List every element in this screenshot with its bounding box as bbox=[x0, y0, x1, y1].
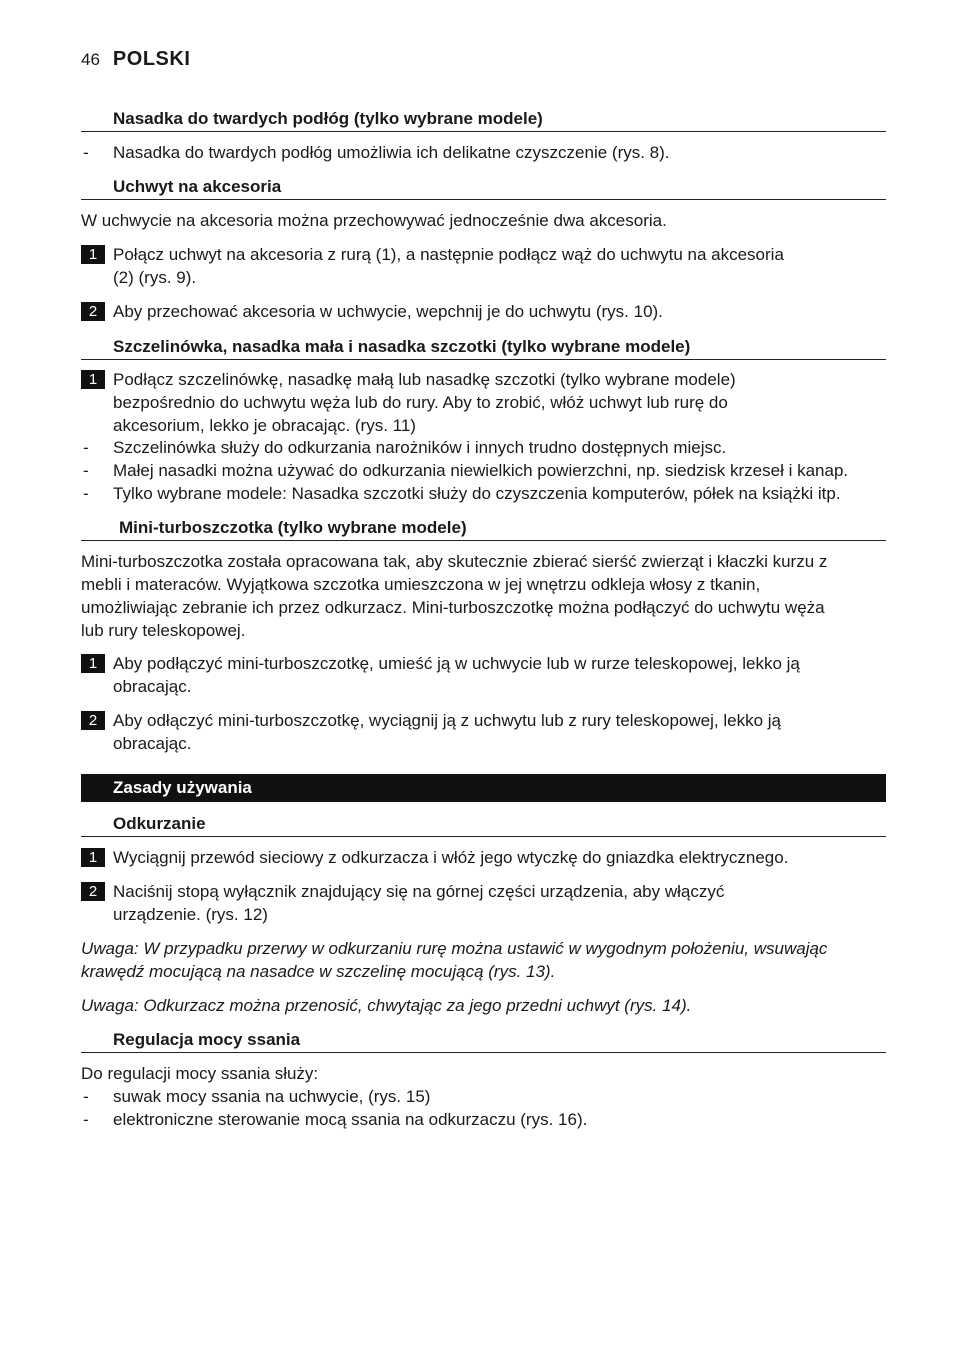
dash-bullet: - bbox=[83, 1087, 89, 1106]
step-text-line: Wyciągnij przewód sieciowy z odkurzacza i włóż jego wtyczkę do gniazdka elektrycznego. bbox=[113, 848, 789, 867]
step-text-line: Podłącz szczelinówkę, nasadkę małą lub nasadkę szczotki (tylko wybrane modele) bbox=[113, 370, 736, 389]
step-item bbox=[81, 846, 886, 869]
step-text-line: (2) (rys. 9). bbox=[113, 268, 197, 287]
list-item-text: Małej nasadki można używać do odkurzania niewielkich powierzchni, np. siedzisk krzeseł i kanap. bbox=[113, 461, 849, 480]
step-item bbox=[81, 243, 886, 289]
paragraph-line: lub rury teleskopowej. bbox=[81, 621, 246, 640]
list-item bbox=[81, 1108, 886, 1131]
step-text-line: bezpośrednio do uchwytu węża lub do rury. Aby to zrobić, włóż uchwyt lub rurę do bbox=[113, 393, 728, 412]
heading-mini-turbo-brush: Mini-turboszczotka (tylko wybrane modele) bbox=[81, 515, 886, 541]
dash-bullet: - bbox=[83, 143, 89, 162]
page-header bbox=[81, 48, 190, 74]
list-item bbox=[81, 1085, 886, 1108]
list-item-text: Szczelinówka służy do odkurzania narożników i innych trudno dostępnych miejsc. bbox=[113, 438, 727, 457]
note bbox=[81, 994, 886, 1017]
paragraph: Do regulacji mocy ssania służy: bbox=[81, 1064, 319, 1083]
heading-hard-floor-nozzle: Nasadka do twardych podłóg (tylko wybrane modele) bbox=[81, 106, 886, 132]
step-number-badge: 2 bbox=[81, 882, 105, 901]
step-text-line: urządzenie. (rys. 12) bbox=[113, 905, 268, 924]
note-line: Uwaga: W przypadku przerwy w odkurzaniu rurę można ustawić w wygodnym położeniu, wsuwając bbox=[81, 939, 828, 958]
list-item-text: elektroniczne sterowanie mocą ssania na odkurzaczu (rys. 16). bbox=[113, 1110, 588, 1129]
heading-crevice-tool: Szczelinówka, nasadka mała i nasadka szczotki (tylko wybrane modele) bbox=[81, 334, 886, 360]
step-number-badge: 1 bbox=[81, 245, 105, 264]
step-number-badge: 1 bbox=[81, 370, 105, 389]
step-item bbox=[81, 652, 886, 698]
step-text-line: akcesorium, lekko je obracając. (rys. 11) bbox=[113, 416, 416, 435]
step-text-line: Aby odłączyć mini-turboszczotkę, wyciągnij ją z uchwytu lub z rury teleskopowej, lekko ją bbox=[113, 711, 781, 730]
language-title: POLSKI bbox=[112, 48, 191, 70]
heading-suction-power: Regulacja mocy ssania bbox=[81, 1027, 886, 1053]
heading-vacuuming: Odkurzanie bbox=[81, 811, 886, 837]
step-number-badge: 2 bbox=[81, 302, 105, 321]
list-item bbox=[81, 141, 886, 164]
paragraph: W uchwycie na akcesoria można przechowywać jednocześnie dwa akcesoria. bbox=[81, 211, 667, 230]
heading-accessory-holder: Uchwyt na akcesoria bbox=[81, 174, 886, 200]
note-line: krawędź mocującą na nasadce w szczelinę mocującą (rys. 13). bbox=[81, 962, 556, 981]
paragraph-line: umożliwiając zebranie ich przez odkurzacz. Mini-turboszczotkę można podłączyć do uchwytu węża bbox=[81, 598, 825, 617]
step-number-badge: 1 bbox=[81, 848, 105, 867]
note-line: Uwaga: Odkurzacz można przenosić, chwytając za jego przedni uchwyt (rys. 14). bbox=[81, 996, 692, 1015]
paragraph bbox=[81, 550, 886, 642]
step-text-line: obracając. bbox=[113, 734, 192, 753]
list-item bbox=[81, 459, 886, 482]
step-text-line: Aby podłączyć mini-turboszczotkę, umieść ją w uchwycie lub w rurze teleskopowej, lekko ją bbox=[113, 654, 800, 673]
step-text-line: obracając. bbox=[113, 677, 192, 696]
page-number: 46 bbox=[81, 50, 100, 69]
step-text-line: Połącz uchwyt na akcesoria z rurą (1), a następnie podłącz wąż do uchwytu na akcesoria bbox=[113, 245, 784, 264]
list-item bbox=[81, 482, 886, 505]
list-item bbox=[81, 436, 886, 459]
paragraph-line: Mini-turboszczotka została opracowana tak, aby skutecznie zbierać sierść zwierząt i kłaczki kurzu z bbox=[81, 552, 828, 571]
dash-bullet: - bbox=[83, 461, 89, 480]
section-bar-usage: Zasady używania bbox=[81, 774, 886, 802]
step-item bbox=[81, 368, 886, 437]
step-item bbox=[81, 709, 886, 755]
dash-bullet: - bbox=[83, 484, 89, 503]
step-number-badge: 2 bbox=[81, 711, 105, 730]
step-text-line: Naciśnij stopą wyłącznik znajdujący się na górnej części urządzenia, aby włączyć bbox=[113, 882, 725, 901]
dash-bullet: - bbox=[83, 1110, 89, 1129]
step-text-line: Aby przechować akcesoria w uchwycie, wepchnij je do uchwytu (rys. 10). bbox=[113, 302, 663, 321]
step-item bbox=[81, 880, 886, 926]
step-number-badge: 1 bbox=[81, 654, 105, 673]
list-item-text: Tylko wybrane modele: Nasadka szczotki służy do czyszczenia komputerów, półek na książki itp. bbox=[113, 484, 841, 503]
step-item bbox=[81, 300, 886, 323]
paragraph-line: mebli i materaców. Wyjątkowa szczotka umieszczona w jej wnętrzu odkleja włosy z tkanin, bbox=[81, 575, 761, 594]
list-item-text: suwak mocy ssania na uchwycie, (rys. 15) bbox=[113, 1087, 431, 1106]
list-item-text: Nasadka do twardych podłóg umożliwia ich delikatne czyszczenie (rys. 8). bbox=[113, 143, 670, 162]
dash-bullet: - bbox=[83, 438, 89, 457]
note bbox=[81, 937, 886, 983]
